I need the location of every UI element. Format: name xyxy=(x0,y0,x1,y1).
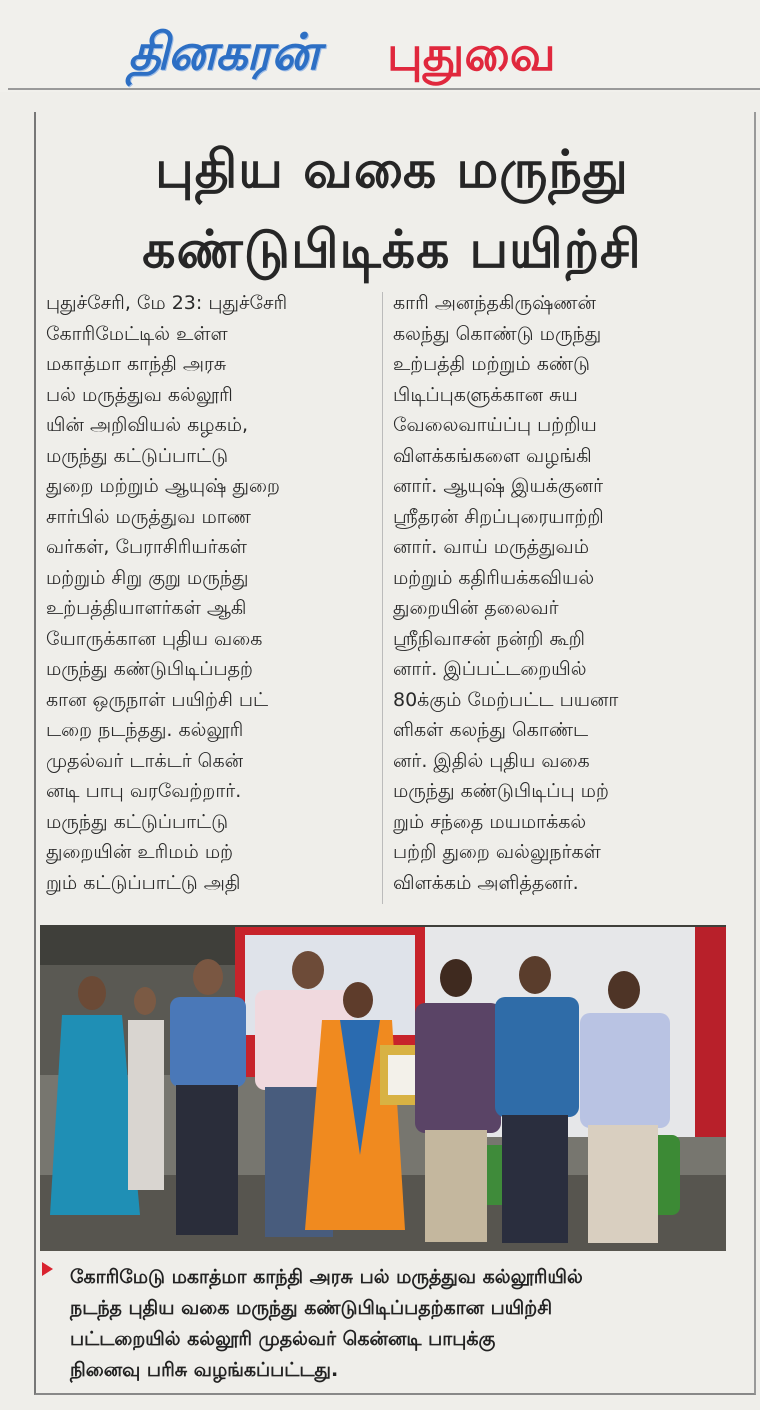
article-text-line: ஸ்ரீநிவாசன் நன்றி கூறி xyxy=(393,627,585,650)
headline-line-1: புதிய வகை மருந்து xyxy=(155,140,629,200)
article-text-line: பிடிப்புகளுக்கான சுய xyxy=(393,383,578,406)
article-text-line: னார். வாய் மருத்துவம் xyxy=(393,536,590,558)
article-text-line: காரி அனந்தகிருஷ்ணன் xyxy=(393,292,596,314)
article-text-line: பல் மருத்துவ கல்லூரி xyxy=(46,383,233,406)
event-photo-illustration xyxy=(40,925,726,1251)
edition-name: புதுவை xyxy=(387,26,556,82)
article-text-line: மருந்து கட்டுப்பாட்டு xyxy=(46,444,229,467)
article-text-line: றும் கட்டுப்பாட்டு அதி xyxy=(46,871,241,894)
headline-line-2: கண்டுபிடிக்க பயிற்சி xyxy=(142,220,642,280)
photo-caption xyxy=(70,1262,730,1386)
article-text-line: 80க்கும் மேற்பட்ட பயனா xyxy=(393,688,619,711)
article-text-line: மருந்து கண்டுபிடிப்பதற் xyxy=(46,658,253,680)
article-text-line: புதுச்சேரி, மே 23: புதுச்சேரி xyxy=(46,292,288,314)
article-text-line: மருந்து கட்டுப்பாட்டு xyxy=(46,810,229,833)
article-text-line: உற்பத்தி மற்றும் கண்டு xyxy=(393,353,591,375)
article-text-line: சார்பில் மருத்துவ மாண xyxy=(46,505,251,528)
article-text-line: னார். இப்பட்டறையில் xyxy=(393,658,587,680)
column-divider xyxy=(382,292,383,904)
article-text-line: ளிகள் கலந்து கொண்ட xyxy=(393,719,589,741)
article-text-line: னர். இதில் புதிய வகை xyxy=(393,749,590,772)
article-headline xyxy=(42,130,742,290)
article-text-line: ஸ்ரீதரன் சிறப்புரையாற்றி xyxy=(393,505,604,528)
article-text-line: மற்றும் கதிரியக்கவியல் xyxy=(393,566,595,589)
article-text-line: உற்பத்தியாளர்கள் ஆகி xyxy=(46,597,247,619)
article-text-line: வர்கள், பேராசிரியர்கள் xyxy=(46,536,247,558)
article-text-line: மற்றும் சிறு குறு மருந்து xyxy=(46,566,249,589)
article-text-line: டறை நடந்தது. கல்லூரி xyxy=(46,719,244,741)
article-text-line: யின் அறிவியல் கழகம், xyxy=(46,414,249,436)
caption-marker-icon xyxy=(42,1262,53,1276)
article-text-line: துறை மற்றும் ஆயுஷ் துறை xyxy=(46,475,280,497)
article-text-line: துறையின் உரிமம் மற் xyxy=(46,841,234,863)
caption-text-line: நடந்த புதிய வகை மருந்து கண்டுபிடிப்பதற்கான பயிற்சி xyxy=(70,1297,553,1319)
article-text-line: மகாத்மா காந்தி அரசு xyxy=(46,353,227,375)
article-text-line: றும் சந்தை மயமாக்கல் xyxy=(393,810,587,833)
caption-text-line: கோரிமேடு மகாத்மா காந்தி அரசு பல் மருத்துவ கல்லூரியில் xyxy=(70,1266,583,1288)
article-text-line: னடி பாபு வரவேற்றார். xyxy=(46,780,242,802)
caption-text-line: பட்டறையில் கல்லூரி முதல்வர் கென்னடி பாபுக்கு xyxy=(70,1328,496,1350)
article-text-line: யோருக்கான புதிய வகை xyxy=(46,627,263,650)
article-text-line: கான ஒருநாள் பயிற்சி பட் xyxy=(46,688,269,711)
article-text-line: னார். ஆயுஷ் இயக்குனர் xyxy=(393,475,604,497)
caption-text-line: நினைவு பரிசு வழங்கப்பட்டது. xyxy=(70,1359,339,1381)
article-text-line: முதல்வர் டாக்டர் கென் xyxy=(46,749,244,772)
article-text-line: பற்றி துறை வல்லுநர்கள் xyxy=(393,841,601,863)
article-column-right xyxy=(393,288,733,908)
article-text-line: கலந்து கொண்டு மருந்து xyxy=(393,322,602,345)
masthead-rule xyxy=(8,88,760,90)
event-photo xyxy=(40,925,726,1251)
article-text-line: துறையின் தலைவர் xyxy=(393,597,559,619)
article-column-left xyxy=(46,288,376,908)
article-text-line: கோரிமேட்டில் உள்ள xyxy=(46,322,228,345)
article-text-line: விளக்கங்களை வழங்கி xyxy=(393,444,592,467)
article-text-line: விளக்கம் அளித்தனர். xyxy=(393,871,579,894)
newspaper-brand: தினகரன் xyxy=(128,23,319,81)
article-text-line: மருந்து கண்டுபிடிப்பு மற் xyxy=(393,780,609,802)
masthead xyxy=(0,0,760,92)
article-text-line: வேலைவாய்ப்பு பற்றிய xyxy=(393,414,597,436)
